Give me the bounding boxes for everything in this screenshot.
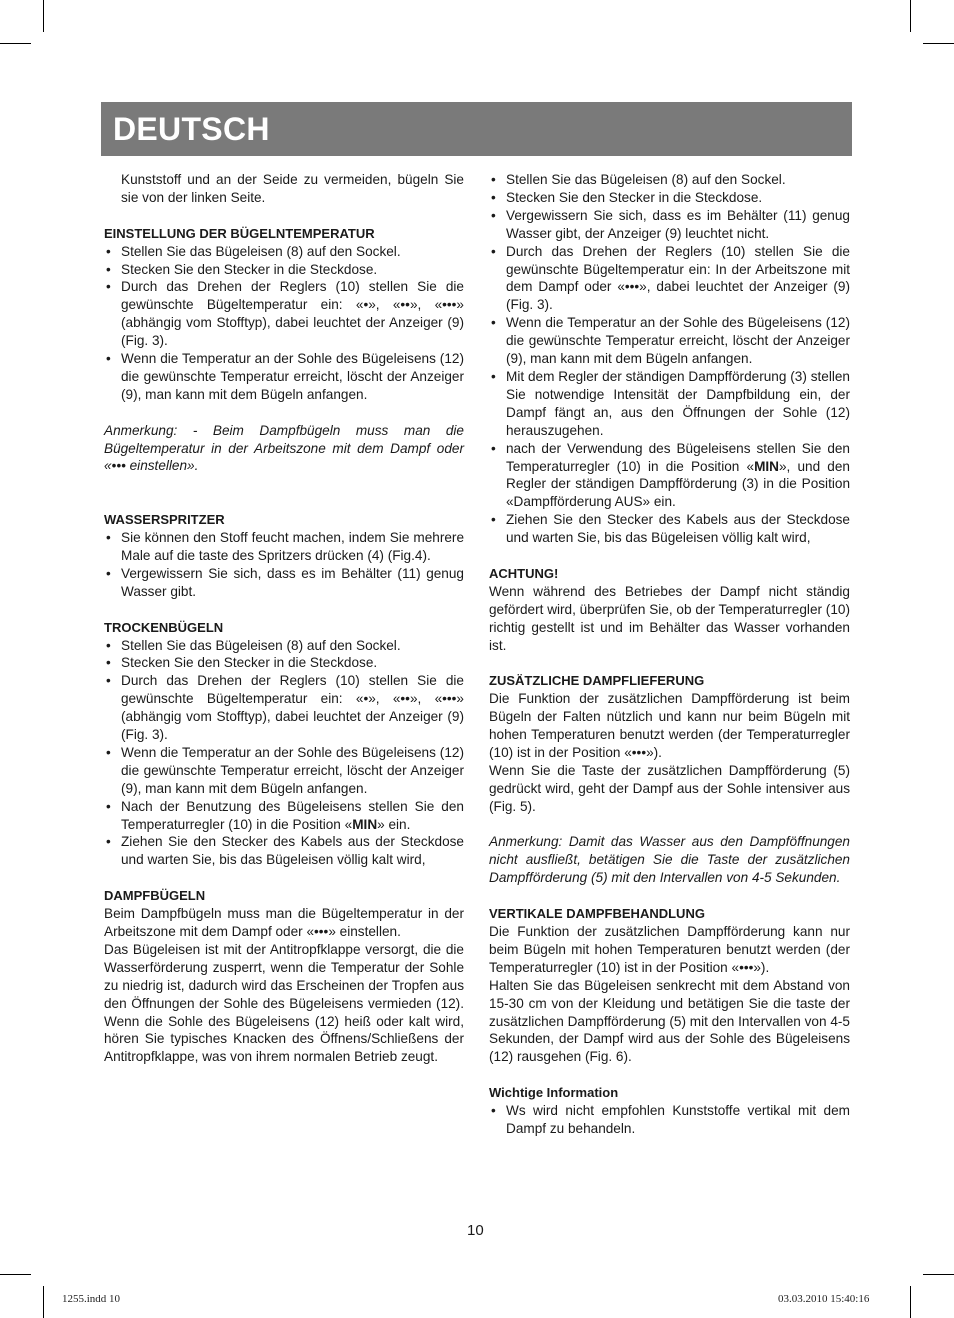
warning-text: Wenn während des Betriebes der Dampf nicht ständig gefördert wird, überprüfen Sie, ob der Temperaturregler (10) richtig gestellt ist und im Behälter das Wasser vorhanden ist.	[489, 583, 850, 653]
temperature-note: Anmerkung: - Beim Dampfbügeln muss man die Bügeltemperatur in der Arbeitszone mit dem Dampf oder «••• einstellen».	[104, 422, 464, 474]
boost-note: Anmerkung: Damit das Wasser aus den Dampföffnungen nicht ausfließt, betätigen Sie die Taste der zusätzlichen Dampfförderung (5) mit den Intervallen von 4-5 Sekunden.	[489, 834, 850, 886]
steam-paragraph-1: Beim Dampfbügeln muss man die Bügeltemperatur in der Arbeitszone mit dem Dampf oder «•••» einstellen.	[104, 906, 464, 939]
list-item: • Durch das Drehen der Reglers (10) stellen Sie die gewünschte Bügeltemperatur ein: «•», «••», «•••» (abhängig vom Stofftyp), dabei leuchtet der Anzeiger (9) (Fig. 3).	[106, 279, 464, 349]
steam-steps-list	[489, 171, 850, 547]
right-column	[489, 171, 850, 1138]
section-heading-spray: WASSERSPRITZER	[104, 512, 225, 528]
vertical-paragraph-2: Halten Sie das Bügeleisen senkrecht mit dem Abstand von 15-30 cm von der Kleidung und betätigen Sie die taste der zusätzlichen Dampfförderung (5) mit den Intervallen von 4-5 Sekunden, der Dampf wird aus der Sohle des Bügeleisens (12) rausgehen (Fig. 6).	[489, 977, 850, 1065]
section-heading-important-info: Wichtige Information	[489, 1085, 619, 1101]
list-item: • Durch das Drehen der Reglers (10) stellen Sie die gewünschte Bügeltemperatur ein: «•», «••», «•••» (abhängig vom Stofftyp), dabei leuchtet der Anzeiger (9) (Fig. 3).	[106, 673, 464, 743]
section-heading-dry-ironing: TROCKENBÜGELN	[104, 619, 224, 635]
steam-paragraph-2: Das Bügeleisen ist mit der Antitropfklappe versorgt, die die Wasserförderung zusperrt, wenn die Temperatur der Sohle zu niedrig ist, dadurch wird das Erscheinen der Tropfen aus den Öffnungen der Sohle des Bügeleisens vermieden (12). Wenn die Sohle des Bügeleisens (12) heiß oder kalt wird, hören Sie typisches Knacken des Öffnens/Schließens der Antitropfklappe, was von ihrem normalen Betrieb zeugt.	[104, 941, 464, 1065]
list-item: • Sie können den Stoff feucht machen, indem Sie mehrere Male auf die taste des Spritzers drücken (4) (Fig.4).	[106, 530, 464, 563]
list-item: • Stecken Sie den Stecker in die Steckdose.	[106, 655, 378, 671]
list-item: • Stellen Sie das Bügeleisen (8) auf den Sockel.	[106, 637, 401, 653]
list-item: • Wenn die Temperatur an der Sohle des Bügeleisens (12) die gewünschte Temperatur erreicht, löscht der Anzeiger (9), man kann mit dem Bügeln anfangen.	[106, 351, 464, 402]
section-heading-steam-boost: ZUSÄTZLICHE DAMPFLIEFERUNG	[489, 673, 705, 689]
crop-mark	[43, 1286, 44, 1318]
crop-mark	[43, 0, 44, 32]
list-item: • Durch das Drehen der Reglers (10) stellen Sie die gewünschte Bügeltemperatur ein: In der Arbeitszone mit dem Dampf oder «•••», dabei leuchtet der Anzeiger (9) (Fig. 3).	[491, 243, 850, 313]
footer-timestamp: 03.03.2010 15:40:16	[778, 1293, 870, 1305]
temperature-list	[104, 243, 464, 404]
section-heading-warning: ACHTUNG!	[489, 565, 559, 581]
section-heading-steam-ironing: DAMPFBÜGELN	[104, 888, 206, 904]
vertical-paragraph-1: Die Funktion der zusätzlichen Dampfförderung kann nur beim Bügeln mit hohen Temperaturen benutzt werden (der Temperaturregler (10) ist in der Position «•••»).	[489, 924, 850, 975]
list-item: • Vergewissern Sie sich, dass es im Behälter (11) genug Wasser gibt.	[106, 565, 464, 599]
dry-ironing-list	[104, 637, 464, 870]
boost-paragraph-1: Die Funktion der zusätzlichen Dampfförderung ist beim Bügeln der Falten nützlich und kann nur beim Bügeln mit hohen Temperaturen benutzt werden (der Temperaturregler (10) ist in der Position «•••»).	[489, 691, 850, 760]
left-column	[104, 171, 464, 1066]
list-item: • Stellen Sie das Bügeleisen (8) auf den Sockel.	[106, 243, 401, 259]
crop-mark	[923, 43, 954, 44]
intro-paragraph: Kunststoff und an der Seide zu vermeiden, bügeln Sie sie von der linken Seite.	[121, 172, 464, 205]
list-item: • Ziehen Sie den Stecker des Kabels aus der Steckdose und warten Sie, bis das Bügeleisen völlig kalt wird,	[491, 512, 850, 546]
list-item: • Mit dem Regler der ständigen Dampfförderung (3) stellen Sie notwendige Intensität der Dampfbildung ein, der Dampf fängt an, aus den Öffnungen der Sohle (12) herauszugehen.	[491, 368, 850, 438]
list-item: • Wenn die Temperatur an der Sohle des Bügeleisens (12) die gewünschte Temperatur erreicht, löscht der Anzeiger (9), man kann mit dem Bügeln anfangen.	[491, 315, 850, 367]
crop-mark	[910, 0, 911, 32]
list-item: • Ws wird nicht empfohlen Kunststoffe vertikal mit dem Dampf zu behandeln.	[491, 1103, 850, 1136]
list-item: • Stellen Sie das Bügeleisen (8) auf den Sockel.	[491, 172, 786, 187]
spray-list	[104, 529, 464, 601]
list-item: • Vergewissern Sie sich, dass es im Behälter (11) genug Wasser gibt, der Anzeiger (9) leuchtet nicht.	[491, 207, 850, 241]
crop-mark	[0, 43, 31, 44]
section-heading-temperature: EINSTELLUNG DER BÜGELNTEMPERATUR	[104, 225, 375, 241]
list-item: • Stecken Sie den Stecker in die Steckdose.	[106, 261, 378, 277]
footer-filename: 1255.indd 10	[62, 1293, 121, 1305]
crop-mark	[0, 1274, 31, 1275]
list-item: • Ziehen Sie den Stecker des Kabels aus der Steckdose und warten Sie, bis das Bügeleisen völlig kalt wird,	[106, 834, 464, 868]
list-item: • Stecken Sie den Stecker in die Steckdose.	[491, 189, 763, 205]
section-heading-vertical-steam: VERTIKALE DAMPFBEHANDLUNG	[489, 906, 705, 922]
info-list	[489, 1102, 850, 1138]
list-item: • Wenn die Temperatur an der Sohle des Bügeleisens (12) die gewünschte Temperatur erreicht, löscht der Anzeiger (9), man kann mit dem Bügeln anfangen.	[106, 744, 464, 796]
crop-mark	[910, 1286, 911, 1318]
language-title: DEUTSCH	[113, 111, 270, 147]
page-number: 10	[467, 1222, 484, 1239]
list-item: • Nach der Benutzung des Bügeleisens stellen Sie den Temperaturregler (10) in die Position «MIN» ein.	[106, 798, 464, 832]
boost-paragraph-2: Wenn Sie die Taste der zusätzlichen Dampfförderung (5) gedrückt wird, geht der Dampf aus der Sohle intensiver aus (Fig. 5).	[489, 762, 850, 814]
language-banner	[101, 102, 852, 156]
list-item: • nach der Verwendung des Bügeleisens stellen Sie den Temperaturregler (10) in die Position «MIN», und den Regler der ständigen Dampfförderung (3) in die Position «Dampfförderung AUS» ein.	[491, 440, 850, 510]
crop-mark	[923, 1274, 954, 1275]
